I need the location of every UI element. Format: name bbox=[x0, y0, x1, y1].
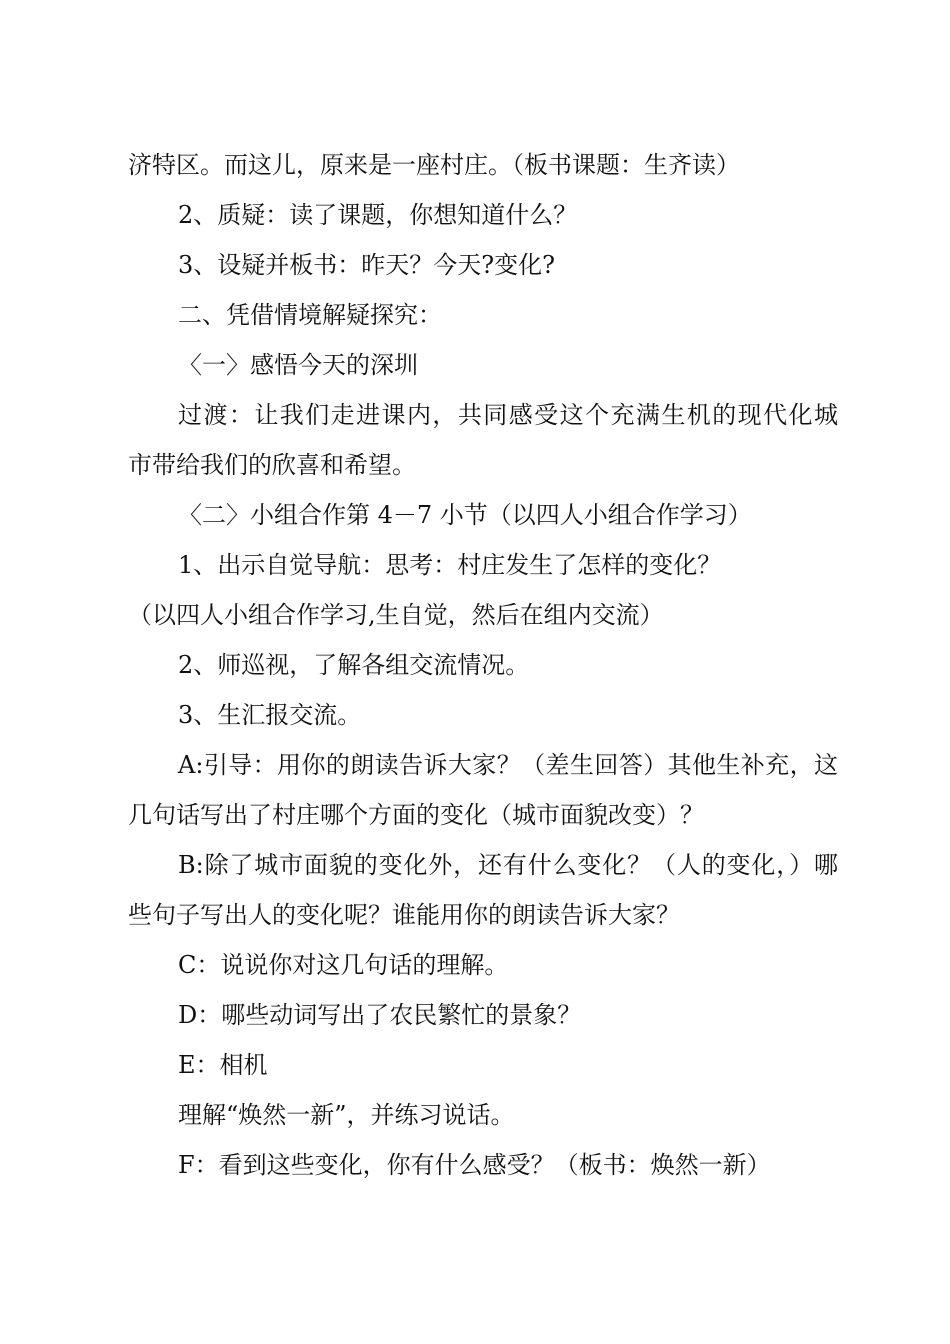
paragraph-line: B:除了城市面貌的变化外，还有什么变化？（人的变化，）哪 bbox=[178, 851, 838, 879]
paragraph-line: A:引导：用你的朗读告诉大家？（差生回答）其他生补充，这 bbox=[178, 751, 838, 779]
paragraph-line: 3、生汇报交流。 bbox=[178, 701, 362, 729]
paragraph-line: 几句话写出了村庄哪个方面的变化（城市面貌改变）？ bbox=[128, 801, 704, 829]
paragraph-line: C：说说你对这几句话的理解。 bbox=[178, 951, 509, 979]
paragraph-line: 2、师巡视，了解各组交流情况。 bbox=[178, 651, 530, 679]
paragraph-line: F：看到这些变化，你有什么感受？（板书：焕然一新） bbox=[178, 1151, 771, 1179]
paragraph-line: 1、出示自觉导航：思考：村庄发生了怎样的变化？ bbox=[178, 551, 722, 579]
paragraph-line: 些句子写出人的变化呢？谁能用你的朗读告诉大家？ bbox=[128, 901, 680, 929]
subsection-heading: 〈二〉小组合作第 4－7 小节（以四人小组合作学习） bbox=[178, 501, 752, 529]
paragraph-line: （以四人小组合作学习,生自觉，然后在组内交流） bbox=[128, 601, 664, 629]
section-heading: 二、凭借情境解疑探究： bbox=[178, 301, 442, 329]
paragraph-line: E：相机 bbox=[178, 1051, 268, 1079]
paragraph-line: 2、质疑：读了课题，你想知道什么？ bbox=[178, 201, 578, 229]
subsection-heading: 〈一〉感悟今天的深圳 bbox=[178, 351, 418, 379]
paragraph-line: 3、设疑并板书：昨天？今天?变化? bbox=[178, 251, 556, 279]
paragraph-line: 济特区。而这儿，原来是一座村庄。（板书课题：生齐读） bbox=[128, 151, 740, 179]
paragraph-line: D：哪些动词写出了农民繁忙的景象？ bbox=[178, 1001, 582, 1029]
paragraph-line: 市带给我们的欣喜和希望。 bbox=[128, 451, 416, 479]
paragraph-line: 过渡：让我们走进课内，共同感受这个充满生机的现代化城 bbox=[178, 401, 838, 429]
paragraph-line: 理解“焕然一新”，并练习说话。 bbox=[178, 1101, 515, 1129]
document-body bbox=[128, 140, 838, 1190]
